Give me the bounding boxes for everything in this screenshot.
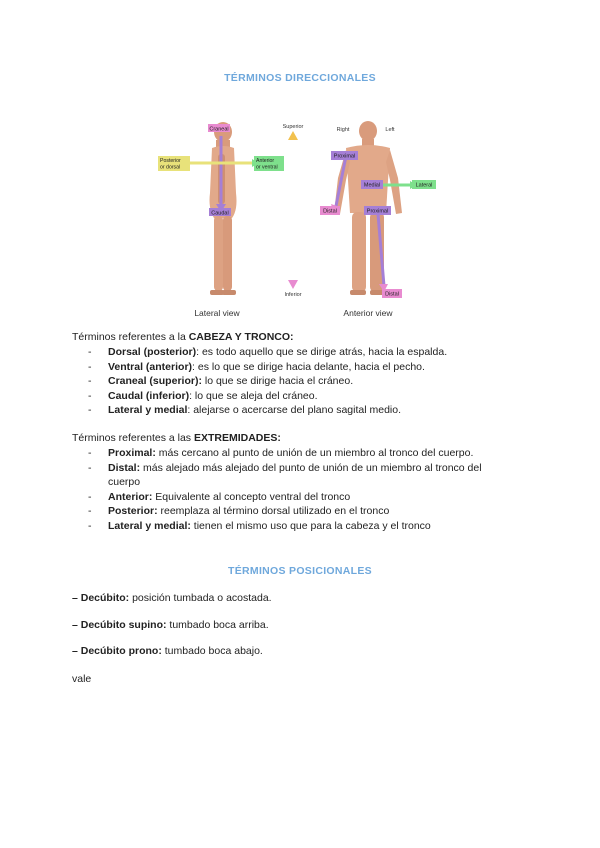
heading-positional: TÉRMINOS POSICIONALES [228, 565, 372, 577]
extremities-intro-bold: EXTREMIDADES: [193, 432, 281, 444]
item-term: Distal: [108, 461, 141, 474]
item-term: Lateral y medial: [108, 519, 191, 532]
lateral-label: Lateral [415, 182, 433, 189]
superior-inferior-axis [288, 131, 298, 289]
medial-label: Medial [363, 182, 381, 189]
extremities-list [72, 446, 512, 533]
positional-term: – Decúbito prono: [72, 645, 162, 657]
head-trunk-intro-prefix: Términos referentes a la [72, 331, 189, 343]
list-item: - Craneal (superior): lo que se dirige hacia el cráneo. [88, 375, 354, 387]
head-trunk-intro [72, 330, 294, 345]
item-desc: tienen el mismo uso que para la cabeza y el tronco [190, 519, 431, 532]
anterior-label-2: or ventral [256, 164, 278, 171]
item-term: Posterior: [108, 505, 158, 517]
proximal-leg-label: Proximal [366, 208, 389, 215]
proximal-arm-label: Proximal [333, 153, 356, 160]
item-desc: : es lo que se dirige hacia delante, hacia el pecho. [192, 360, 425, 373]
item-desc: lo que se dirige hacia el cráneo. [201, 375, 354, 387]
positional-term: – Decúbito supino: [72, 619, 167, 631]
anatomy-figure [150, 118, 450, 323]
posterior-label: Posterior [160, 158, 181, 164]
superior-label: Superior [282, 124, 304, 130]
item-desc: Equivalente al concepto ventral del tronco [152, 490, 351, 503]
anterior-label: Anterior [256, 158, 275, 164]
item-term: Caudal (inferior) [108, 389, 190, 402]
list-item: - Dorsal (posterior): es todo aquello que se dirige atrás, hacia la espalda. [88, 346, 448, 358]
item-term: Craneal (superior): [108, 375, 202, 387]
positional-item [72, 591, 272, 606]
positional-desc: tumbado boca abajo. [161, 645, 263, 657]
craneal-label: Craneal [209, 126, 229, 133]
extremities-intro [72, 431, 281, 446]
item-desc: más cercano al punto de unión de un miembro al tronco del cuerpo. [155, 447, 474, 459]
distal-arm-label: Distal [323, 208, 337, 215]
item-desc: reemplaza al término dorsal utilizado en el tronco [157, 505, 390, 517]
posterior-label-2: or dorsal [160, 164, 181, 171]
item-desc: : es todo aquello que se dirige atrás, hacia la espalda. [196, 346, 448, 358]
item-desc: : alejarse o acercarse del plano sagital medio. [187, 404, 401, 416]
extremities-intro-prefix: Términos referentes a las [72, 432, 194, 444]
positional-desc: posición tumbada o acostada. [129, 592, 272, 604]
positional-desc: tumbado boca arriba. [166, 619, 269, 631]
positional-item [72, 644, 263, 659]
positional-term: – Decúbito: [72, 592, 130, 604]
item-desc: más alejado más alejado del punto de unión de un miembro al tronco del cuerpo [108, 461, 482, 488]
footer-text: vale [72, 673, 92, 685]
head-trunk-intro-bold: CABEZA Y TRONCO: [188, 331, 294, 343]
list-item: - Lateral y medial: tienen el mismo uso que para la cabeza y el tronco [88, 519, 431, 532]
list-item: - Distal: más alejado más alejado del punto de unión de un miembro al tronco del cuerpo [88, 461, 482, 488]
distal-leg-label: Distal [385, 291, 399, 298]
positional-item [72, 618, 269, 633]
item-term: Lateral y medial [108, 404, 188, 416]
left-label: Left [385, 127, 395, 133]
list-item: - Proximal: más cercano al punto de unión de un miembro al tronco del cuerpo. [88, 447, 474, 459]
item-term: Dorsal (posterior) [108, 346, 197, 358]
caudal-label: Caudal [211, 210, 229, 217]
list-item: - Anterior: Equivalente al concepto ventral del tronco [88, 490, 351, 503]
heading-directional: TÉRMINOS DIRECCIONALES [224, 72, 376, 84]
item-term: Proximal: [108, 447, 156, 459]
right-label: Right [336, 127, 350, 133]
list-item: - Lateral y medial: alejarse o acercarse del plano sagital medio. [88, 404, 401, 416]
head-trunk-list [72, 345, 512, 418]
item-desc: : lo que se aleja del cráneo. [189, 389, 318, 402]
lateral-view-caption: Lateral view [194, 308, 240, 318]
item-term: Ventral (anterior) [108, 360, 193, 373]
list-item: - Ventral (anterior): es lo que se dirige hacia delante, hacia el pecho. [88, 360, 425, 373]
list-item: - Posterior: reemplaza al término dorsal utilizado en el tronco [88, 505, 390, 517]
anterior-view-caption: Anterior view [343, 308, 393, 318]
item-term: Anterior: [108, 490, 153, 503]
inferior-label: Inferior [284, 292, 302, 298]
list-item: - Caudal (inferior): lo que se aleja del cráneo. [88, 389, 318, 402]
